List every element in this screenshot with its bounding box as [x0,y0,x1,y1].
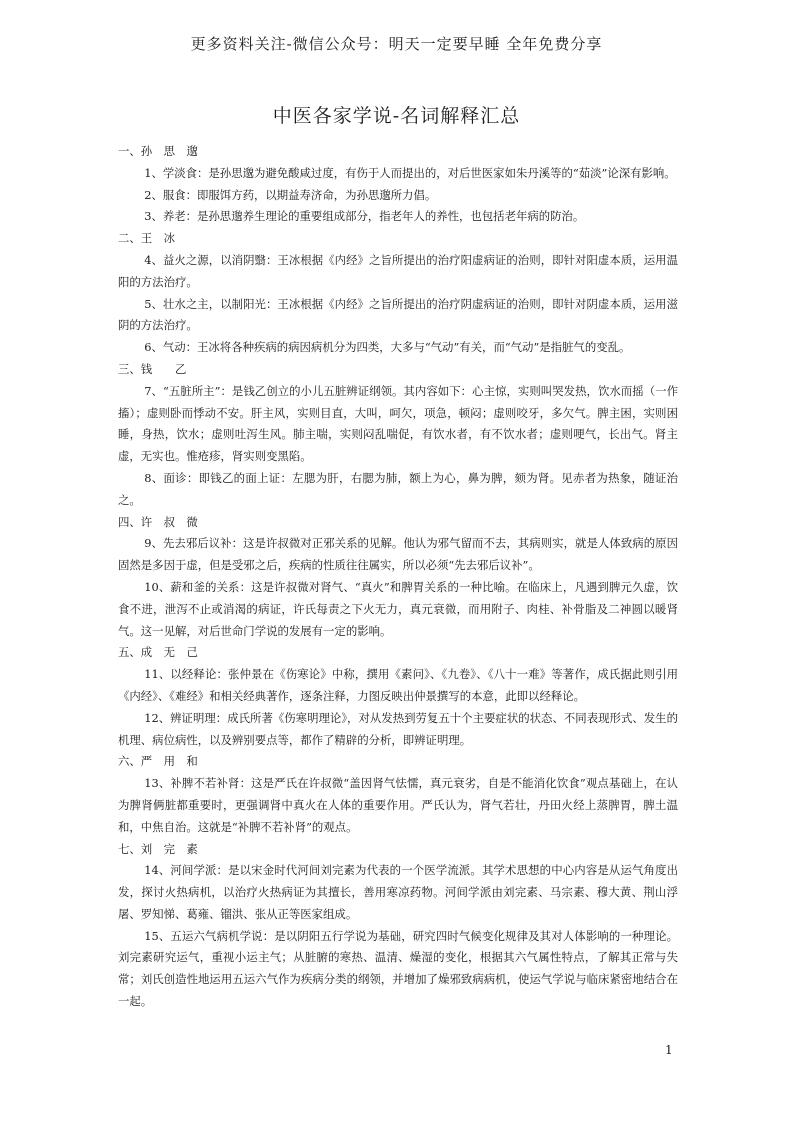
term-paragraph: 11、以经释论：张仲景在《伤寒论》中称，撰用《素问》、《九卷》、《八十一难》等著作，成氏据此则引用《内经》、《难经》和相关经典著作，逐条注释，力图反映出仲景撰写的本意，此即以经释论。 [118,667,678,703]
term-paragraph: 6、气动：王冰将各种疾病的病因病机分为四类，大多与“气动”有关，而“气动”是指脏气的变乱。 [144,340,631,355]
term-paragraph: 1、学淡食：是孙思邈为避免酸咸过度，有伤于人而提出的，对后世医家如朱丹溪等的“茹淡”论深有影响。 [144,165,676,180]
term-paragraph: 15、五运六气病机学说：是以阴阳五行学说为基础，研究四时气候变化规律及其对人体影响的一种理论。刘完素研究运气，重视小运主气；从脏腑的寒热、温清、燥湿的变化，根据其六气属性特点，了解其正常与失常；刘氏创造性地运用五运六气作为疾病分类的纲领，并增加了燥邪致病病机，使运气学说与临床紧密地结合在一起。 [118,928,678,1009]
section-heading: 二、王 冰 [118,231,175,246]
section-heading: 三、钱 乙 [118,361,187,376]
term-paragraph: 7、“五脏所主”：是钱乙创立的小儿五脏辨证纲领。其内容如下：心主惊，实则叫哭发热，饮水而摇（一作搐）；虚则卧而悸动不安。肝主风，实则目直，大叫，呵欠，项急，顿闷；虚则咬牙，多欠气。脾主困，实则困睡，身热，饮水；虚则吐泻生风。肺主喘，实则闷乱喘促，有饮水者，有不饮水者；虚则哽气，长出气。肾主虚，无实也。惟疮疹，肾实则变黑陷。 [118,383,678,464]
term-paragraph: 9、先去邪后议补：这是许叔微对正邪关系的见解。他认为邪气留而不去，其病则实，就是人体致病的原因固然是多因于虚，但是受邪之后，疾病的性质往往属实，所以必须“先去邪后议补”。 [118,536,678,573]
term-paragraph: 12、辨证明理：成氏所著《伤寒明理论》，对从发热到劳复五十个主要症状的状态、不同表现形式、发生的机理、病位病性，以及辨别要点等，都作了精辟的分析，即辨证明理。 [118,710,678,747]
term-paragraph: 4、益火之源，以消阴翳：王冰根据《内经》之旨所提出的治疗阳虚病证的治则，即针对阳虚本质，运用温阳的方法治疗。 [118,252,678,289]
page-header: 更多资料关注-微信公众号：明天一定要早睡 全年免费分享 [190,35,603,53]
term-paragraph: 14、河间学派：是以宋金时代河间刘完素为代表的一个医学流派。其学术思想的中心内容是从运气角度出发，探讨火热病机，以治疗火热病证为其擅长，善用寒凉药物。河间学派由刘完素、马宗素、穆大黄、荆山浮屠、罗知悌、葛雍、镏洪、张从正等医家组成。 [118,863,678,921]
document-title: 中医各家学说-名词解释汇总 [272,105,521,127]
page-number: 1 [665,1043,673,1057]
term-paragraph: 3、养老：是孙思邈养生理论的重要组成部分，指老年人的养性，也包括老年病的防治。 [144,209,585,224]
section-heading: 四、许 叔 微 [118,514,198,529]
term-paragraph: 5、壮水之主，以制阳光：王冰根据《内经》之旨所提出的治疗阴虚病证的治则，即针对阴虚本质，运用滋阴的方法治疗。 [118,296,678,333]
term-paragraph: 2、服食：即服饵方药，以期益寿济命，为孙思邈所力倡。 [144,187,437,202]
document-body [118,141,678,1013]
term-paragraph: 13、补脾不若补肾：这是严氏在许叔微“盖因肾气怯懦，真元衰劣，自是不能消化饮食”观点基础上，在认为脾肾俩脏都重要时，更强调肾中真火在人体的重要作用。严氏认为，肾气若壮，丹田火经上蒸脾胃，脾土温和，中焦自治。这就是“补脾不若补肾”的观点。 [118,776,678,834]
term-paragraph: 8、面诊：即钱乙的面上证：左腮为肝，右腮为肺，额上为心，鼻为脾，颏为肾。见赤者为热象，随证治之。 [118,470,678,507]
section-heading: 七、刘 完 素 [118,841,198,856]
section-heading: 六、严 用 和 [118,754,198,769]
term-paragraph: 10、薪和釜的关系：这是许叔微对肾气、“真火”和脾胃关系的一种比喻。在临床上，凡遇到脾元久虚，饮食不进，泄泻不止或消渴的病证，许氏每责之下火无力，真元衰微，而用附子、肉桂、补骨脂及二神圆以暖肾气。这一见解，对后世命门学说的发展有一定的影响。 [118,579,678,638]
section-heading: 五、成 无 己 [118,645,198,660]
section-heading: 一、孙 思 邈 [118,144,198,158]
